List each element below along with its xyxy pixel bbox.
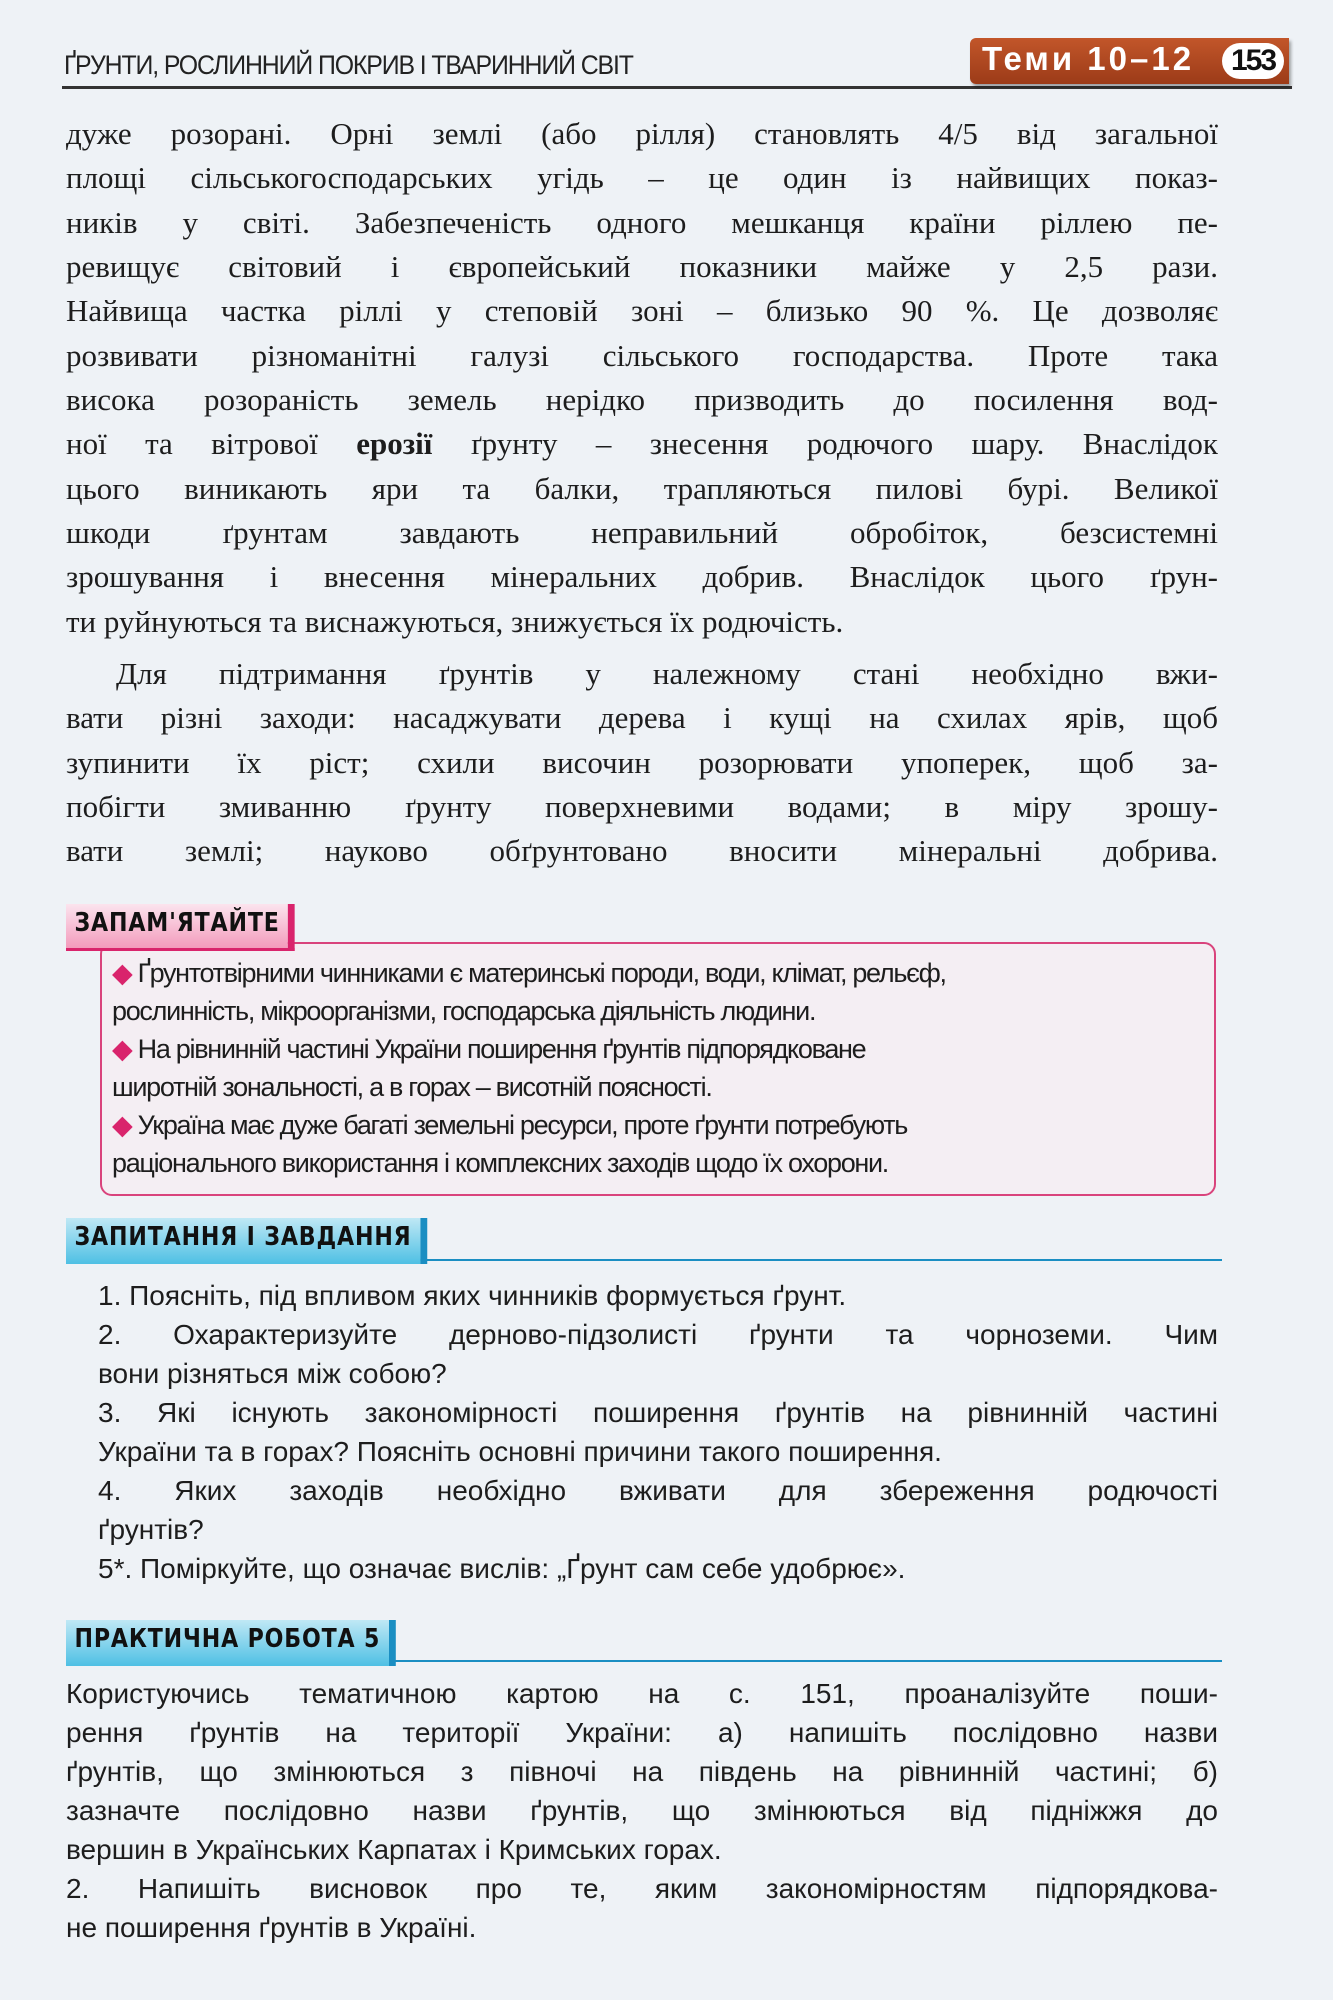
practical-line: ґрунтів, що змінюються з півночі на південь на рівнинній частині; б) xyxy=(66,1756,1218,1787)
bullet-diamond-icon: ◆ xyxy=(112,958,132,988)
remember-item-cont: широтній зональності, а в горах – висотній поясності. xyxy=(112,1072,712,1102)
text-line: ревищує світовий і європейський показники майже у 2,5 рази. xyxy=(66,249,1218,284)
question-line: України та в горах? Поясніть основні причини такого поширення. xyxy=(98,1436,942,1467)
remember-item-cont: рослинність, мікроорганізми, господарська діяльність людини. xyxy=(112,996,816,1026)
text-line: дуже розорані. Орні землі (або рілля) становлять 4/5 від загальної xyxy=(66,116,1218,151)
text-line: ти руйнуються та виснажуються, знижується їх родючість. xyxy=(66,604,844,639)
question-line: 1. Поясніть, під впливом яких чинників формується ґрунт. xyxy=(98,1280,847,1311)
text-line: Для підтримання ґрунтів у належному стані необхідно вжи- xyxy=(116,656,1218,691)
remember-item: На рівнинній частині України поширення ґрунтів підпорядковане xyxy=(137,1034,866,1064)
text-span: ної та вітрової xyxy=(66,426,357,461)
text-span: ґрунту – знесення родючого шару. Внаслідок xyxy=(432,426,1218,461)
page-number: 153 xyxy=(1222,43,1284,79)
question-line: 5*. Поміркуйте, що означає вислів: „Ґрунт сам себе удобрює». xyxy=(98,1553,906,1584)
bullet-diamond-icon: ◆ xyxy=(112,1110,132,1140)
question-line: вони різняться між собою? xyxy=(98,1358,447,1389)
practical-line: не поширення ґрунтів в Україні. xyxy=(66,1912,477,1943)
text-line: вати різні заходи: насаджувати дерева і кущі на схилах ярів, щоб xyxy=(66,700,1218,735)
practical-heading: ПРАКТИЧНА РОБОТА 5 xyxy=(66,1620,396,1666)
text-line: вати землі; науково обґрунтовано вносити мінеральні добрива. xyxy=(66,833,1218,868)
remember-item: Ґрунтотвірними чинниками є материнські породи, води, клімат, рельєф, xyxy=(137,958,946,988)
question-line: 2. Охарактеризуйте дерново-підзолисті ґрунти та чорноземи. Чим xyxy=(98,1319,1218,1350)
header-rule xyxy=(62,86,1292,89)
text-line: побігти змиванню ґрунту поверхневими водами; в міру зрошу- xyxy=(66,789,1218,824)
practical-line: рення ґрунтів на території України: а) напишіть послідовно назви xyxy=(66,1717,1218,1748)
remember-item: Україна має дуже багаті земельні ресурси, проте ґрунти потребують xyxy=(137,1110,908,1140)
practical-line: Користуючись тематичною картою на с. 151, проаналізуйте поши- xyxy=(66,1678,1218,1709)
text-line: ників у світі. Забезпеченість одного мешканця країни ріллею пе- xyxy=(66,205,1218,240)
practical-line: зазначте послідовно назви ґрунтів, що змінюються від підніжжя до xyxy=(66,1795,1218,1826)
text-line: висока розораність земель нерідко призводить до посилення вод- xyxy=(66,382,1218,417)
practical-line: 2. Напишіть висновок про те, яким закономірностям підпорядкова- xyxy=(66,1873,1218,1904)
text-line: площі сільськогосподарських угідь – це один із найвищих показ- xyxy=(66,160,1218,195)
question-line: ґрунтів? xyxy=(98,1514,204,1545)
topics-label: Теми 10–12 xyxy=(982,40,1195,77)
text-line: цього виникають яри та балки, трапляються пилові бурі. Великої xyxy=(66,471,1218,506)
remember-heading: ЗАПАМ'ЯТАЙТЕ xyxy=(66,904,295,951)
text-line xyxy=(66,426,1218,462)
text-line: зрошування і внесення мінеральних добрив. Внаслідок цього ґрун- xyxy=(66,559,1218,594)
term-erosion: ерозії xyxy=(356,426,433,461)
questions-heading: ЗАПИТАННЯ І ЗАВДАННЯ xyxy=(66,1218,427,1264)
text-line: Найвища частка ріллі у степовій зоні – близько 90 %. Це дозволяє xyxy=(66,293,1218,328)
text-line: шкоди ґрунтам завдають неправильний обробіток, безсистемні xyxy=(66,515,1218,550)
text-line: зупинити їх ріст; схили височин розорювати упоперек, щоб за- xyxy=(66,745,1218,780)
practical-line: вершин в Українських Карпатах і Кримських горах. xyxy=(66,1834,722,1865)
remember-item-cont: раціонального використання і комплексних заходів щодо їх охорони. xyxy=(112,1148,889,1178)
bullet-diamond-icon: ◆ xyxy=(112,1034,132,1064)
text-line: розвивати різноманітні галузі сільського господарства. Проте така xyxy=(66,338,1218,373)
running-header-title: ҐРУНТИ, РОСЛИННИЙ ПОКРИВ І ТВАРИННИЙ СВІТ xyxy=(64,50,633,80)
question-line: 4. Яких заходів необхідно вживати для збереження родючості xyxy=(98,1475,1218,1506)
question-line: 3. Які існують закономірності поширення ґрунтів на рівнинній частині xyxy=(98,1397,1218,1428)
